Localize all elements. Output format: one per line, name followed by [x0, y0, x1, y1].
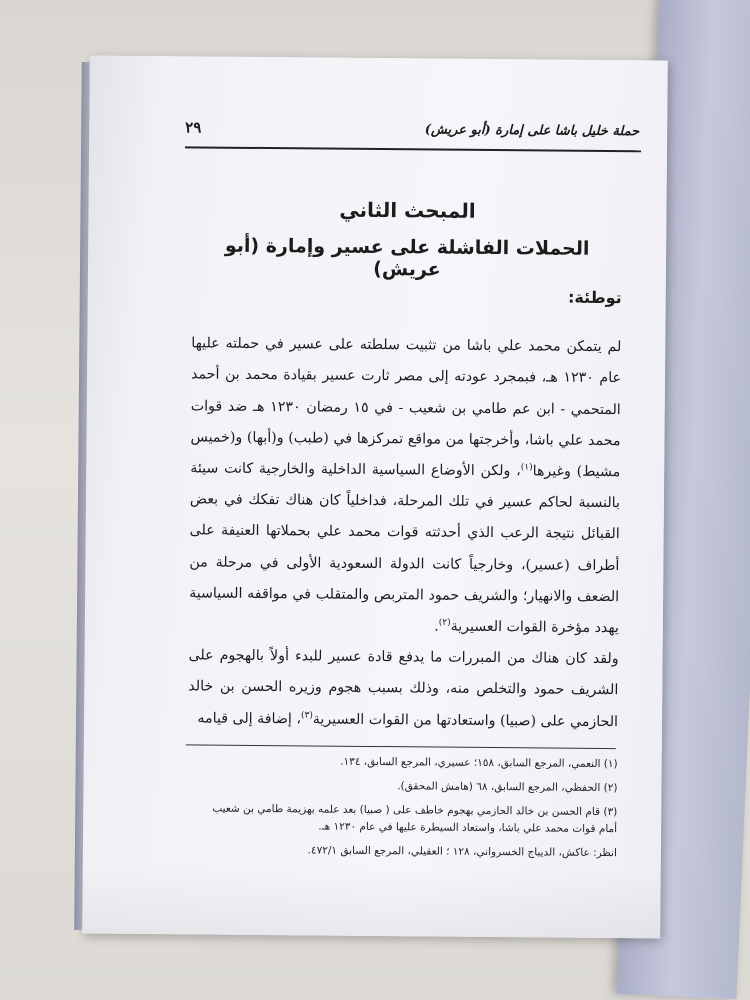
section-subtitle: الحملات الفاشلة على عسير وإمارة (أبو عريش) [224, 234, 590, 281]
running-title: حملة خليل باشا على إمارة (أبو عريش) [424, 122, 640, 140]
footnote-ref-2: (٢) [438, 617, 451, 628]
book-page [82, 55, 668, 938]
paragraph-2 [188, 641, 619, 738]
page-header [185, 120, 639, 148]
page-number: ٢٩ [185, 118, 202, 137]
footnote-3: (٣) قام الحسن بن خالد الحازمي بهجوم خاطف على ( صبيا) بعد علمه بهزيمة طامي بن شعيب أمام قوات محمد علي باشا، واستعاد السيطرة عليها في عام ١٢٣٠ هـ. [212, 802, 618, 836]
paragraph-1-text-a: لم يتمكن محمد علي باشا من تثبيت سلطته على عسير في حملته عليها عام ١٢٣٠ هـ، فبمجرد عودته إلى مصر ثارت عسير بقيادة محمد بن أحمد المتحمي - ابن عم طامي بن شعيب - في ١٥ رمضان ١٢٣٠ هـ ضد قوات محمد علي باشا، وأخرجتها من مواقع تمركزها في (طبب) و(أبها) و(خميس مشيط) وغيرها [190, 335, 622, 481]
footnote-ref-1: (١) [520, 462, 533, 473]
page-shadow [82, 863, 661, 938]
section-title: المبحث الثاني [339, 197, 476, 223]
footnote-rule [186, 744, 616, 749]
footnote-ref-3: (٣) [300, 710, 313, 721]
paragraph-1-text-b: ، ولكن الأوضاع السياسية الداخلية والخارجية كانت سيئة بالنسبة لحاكم عسير في تلك المرحلة، فداخلياً كان هناك تفكك في بعض القبائل نتيجة الرعب الذي أحدثته قوات محمد علي بحملاتها العنيفة على أطراف (عسير)، وخارجياً كانت الدولة السعودية الأولى في مرحلة من الضعف والانهيار؛ والشريف حمود المتربص والمتقلب في مواقفه السياسية يهدد مؤخرة القوات العسيرية [189, 460, 621, 637]
intro-heading: توطئة: [567, 287, 622, 308]
footnotes [193, 752, 618, 869]
paragraph-2-text-b: ، إضافة إلى قيامه [197, 710, 302, 727]
paragraph-1-end: . [434, 618, 439, 635]
footnote-3-source: انظر: عاكش، الديباج الخسرواني، ١٢٨ ؛ العقيلي، المرجع السابق ٤٧٢/١. [307, 844, 617, 860]
footnote-1: (١) النعمي، المرجع السابق، ١٥٨؛ عسيري، المرجع السابق، ١٣٤. [340, 755, 618, 771]
footnote-2: (٢) الحفظي، المرجع السابق، ٦٨ (هامش المحقق). [397, 780, 618, 795]
paragraph-2-text-a: ولقد كان هناك من المبررات ما يدفع قادة عسير للبدء أولاً بالهجوم على الشريف حمود والتخلص منه، وذلك بسبب هجوم وزيره الحسن بن خالد الحازمي على (صبيا) واستعادتها من القوات العسيرية [188, 647, 619, 730]
paragraph-1 [189, 329, 622, 645]
